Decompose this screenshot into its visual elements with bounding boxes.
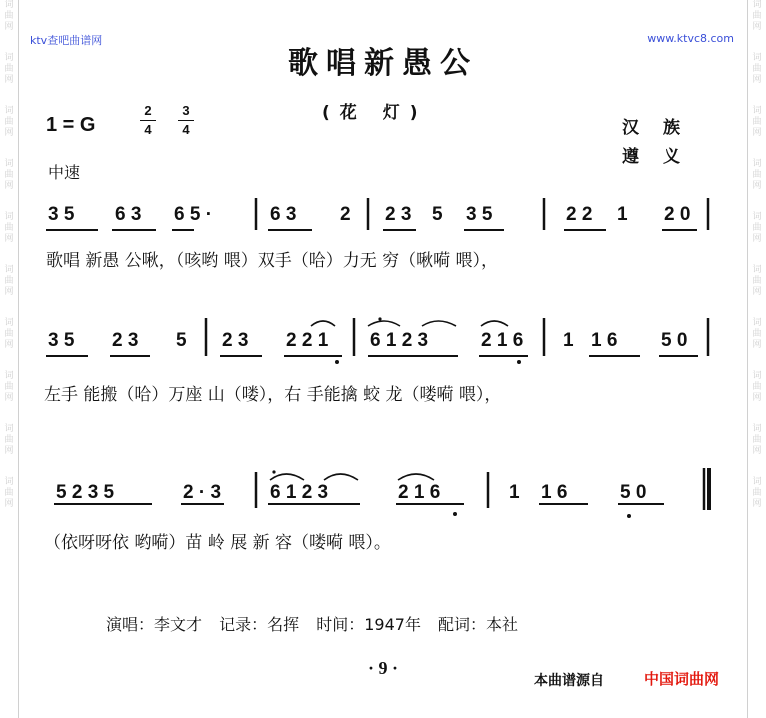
margin-stamp-char: 网 [4, 446, 14, 456]
score-line-3 [0, 464, 766, 560]
note-group: 2 3 [112, 330, 139, 351]
margin-stamp-char: 词 [4, 106, 14, 116]
note-group: 2 2 [566, 204, 593, 225]
margin-stamp-char: 词 [752, 424, 762, 434]
margin-stamp-char: 曲 [4, 329, 14, 339]
note-group: 1 [617, 204, 628, 225]
note-group: 2 1 6 [398, 482, 441, 503]
margin-stamp-char: 曲 [4, 223, 14, 233]
margin-stamp-char: 曲 [4, 170, 14, 180]
song-genre: (花 灯) [322, 103, 428, 123]
watermark-right: www.ktvc8.com [647, 32, 734, 45]
margin-stamp-char: 曲 [752, 488, 762, 498]
page-number: · 9 · [367, 658, 398, 678]
time-signature-3-4 [178, 103, 194, 138]
margin-stamp-char: 词 [4, 212, 14, 222]
margin-stamp-char: 词 [752, 0, 762, 10]
tempo-marking: 中速 [48, 163, 81, 182]
margin-stamp-char: 曲 [4, 382, 14, 392]
margin-stamp-char: 曲 [4, 64, 14, 74]
margin-stamp-char: 网 [752, 499, 762, 509]
note-group: 3 5 [466, 204, 493, 225]
note-group: 6 1 2 3 [370, 330, 429, 351]
lyrics-line-1: 歌唱 新愚 公啾，（咳哟 喂）双手（哈）力无 穷（啾嗬 喂）， [46, 251, 499, 271]
margin-stamp-char: 网 [4, 287, 14, 297]
margin-stamp-char: 曲 [752, 223, 762, 233]
margin-stamp-char: 曲 [4, 11, 14, 21]
credit-lyricist: 配词：本社 [438, 615, 519, 634]
note-group: 2 1 6 [481, 330, 524, 351]
note-group: 3 5 [48, 204, 75, 225]
origin-region: 遵义 [622, 147, 704, 167]
note-group: 1 6 [591, 330, 618, 351]
margin-stamp-char: 词 [752, 318, 762, 328]
margin-stamp-char: 词 [4, 0, 14, 10]
margin-stamp-char: 词 [4, 265, 14, 275]
note-group: 2 0 [664, 204, 691, 225]
margin-stamp-char: 网 [752, 22, 762, 32]
note-group: 5 0 [661, 330, 688, 351]
margin-stamp-char: 词 [752, 477, 762, 487]
margin-stamp-char: 词 [4, 159, 14, 169]
watermark-left: ktv查吧曲谱网 [30, 34, 103, 47]
credit-time: 时间：1947年 [316, 615, 421, 634]
score-line-1 [0, 196, 766, 276]
margin-stamp-char: 网 [4, 128, 14, 138]
margin-stamp-char: 网 [4, 234, 14, 244]
margin-stamp-char: 词 [4, 53, 14, 63]
margin-stamp-char: 网 [4, 340, 14, 350]
meter-denominator: 4 [144, 122, 152, 137]
credits [106, 612, 530, 635]
margin-stamp-char: 曲 [752, 117, 762, 127]
song-title: 歌唱新愚公 [288, 46, 478, 81]
margin-stamp-char: 词 [752, 53, 762, 63]
margin-stamp-char: 曲 [4, 276, 14, 286]
meter-numerator: 3 [182, 103, 190, 118]
note-group: 2 3 [222, 330, 249, 351]
margin-stamp-char: 网 [4, 499, 14, 509]
margin-stamp-char: 曲 [752, 329, 762, 339]
credit-recorder: 记录：名挥 [219, 615, 300, 634]
note-group: 2 · 3 [183, 482, 222, 503]
margin-stamp-char: 曲 [4, 488, 14, 498]
credit-singer: 演唱：李文才 [106, 615, 203, 634]
margin-stamp-char: 网 [4, 393, 14, 403]
margin-stamp-char: 词 [4, 424, 14, 434]
margin-stamp-char: 曲 [4, 435, 14, 445]
meter-numerator: 2 [144, 103, 152, 118]
note-group: 5 [176, 330, 187, 351]
meter-denominator: 4 [182, 122, 190, 137]
margin-stamp-char: 词 [4, 318, 14, 328]
margin-stamp-char: 网 [4, 181, 14, 191]
margin-stamp-char: 曲 [4, 117, 14, 127]
margin-stamp-char: 曲 [752, 170, 762, 180]
note-group: 5 [432, 204, 443, 225]
lyrics-line-2: 左手 能搬（哈）万座 山（喽），右 手能擒 蛟 龙（喽嗬 喂）， [44, 385, 502, 405]
margin-stamp-char: 词 [4, 477, 14, 487]
note-group: 1 [509, 482, 520, 503]
margin-stamp-char: 曲 [752, 382, 762, 392]
lyrics-line-3: （依呀呀依 哟嗬）苗 岭 展 新 容（喽嗬 喂）。 [44, 533, 391, 553]
margin-stamp-char: 曲 [752, 11, 762, 21]
margin-stamp-char: 词 [4, 371, 14, 381]
margin-stamp-char: 词 [752, 265, 762, 275]
margin-stamp-char: 网 [752, 234, 762, 244]
margin-stamp-char: 词 [752, 159, 762, 169]
source-brand-link[interactable]: 中国词曲网 [644, 670, 720, 688]
note-group: 5 0 [620, 482, 647, 503]
score-line-2 [0, 316, 766, 405]
margin-stamp-char: 曲 [752, 276, 762, 286]
margin-stamp-char: 网 [4, 75, 14, 85]
margin-stamp-char: 曲 [752, 64, 762, 74]
margin-stamp-char: 网 [4, 22, 14, 32]
margin-stamp-char: 词 [752, 212, 762, 222]
margin-stamp-char: 网 [752, 446, 762, 456]
margin-stamp-char: 网 [752, 75, 762, 85]
note-group: 1 6 [541, 482, 568, 503]
note-group: 6 3 [270, 204, 297, 225]
time-signature-2-4 [140, 103, 156, 138]
key-signature: 1 = G [46, 114, 96, 136]
source-label: 本曲谱源自 [534, 673, 604, 689]
margin-stamp-char: 网 [752, 393, 762, 403]
note-group: 6 1 2 3 [270, 482, 329, 503]
note-group: 2 3 [385, 204, 412, 225]
margin-stamp-char: 网 [752, 287, 762, 297]
margin-stamp-char: 网 [752, 128, 762, 138]
margin-stamp-char: 网 [752, 340, 762, 350]
origin-ethnic: 汉族 [622, 118, 704, 138]
margin-stamp-char: 词 [752, 106, 762, 116]
margin-stamp-char: 词 [752, 371, 762, 381]
margin-stamp-char: 网 [752, 181, 762, 191]
note-group: 1 [563, 330, 574, 351]
note-group: 3 5 [48, 330, 75, 351]
margin-stamp-char: 曲 [752, 435, 762, 445]
note-group: 2 [340, 204, 351, 225]
note-group: 6 5 · [174, 204, 213, 225]
note-group: 6 3 [115, 204, 142, 225]
note-group: 2 2 1 [286, 330, 329, 351]
note-group: 5 2 3 5 [56, 482, 115, 503]
